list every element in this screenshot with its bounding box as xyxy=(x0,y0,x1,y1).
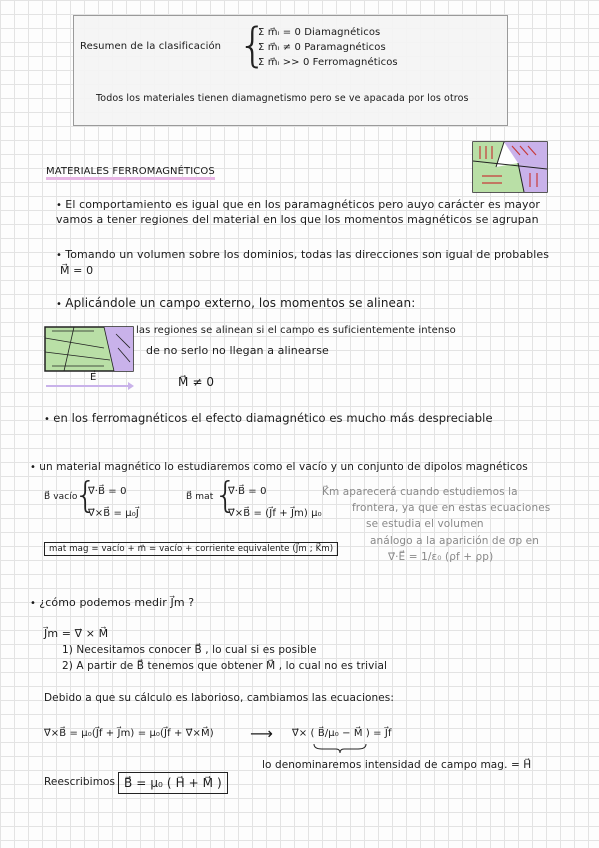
b-material-label: B⃗ mat xyxy=(186,492,214,502)
km-note-line4: análogo a la aparición de σp en xyxy=(370,535,539,547)
mat-mag-box: mat mag = vacío + m⃗ = vacío + corriente equivalente (J⃗m ; K⃗m) xyxy=(44,542,338,556)
summary-brace: { xyxy=(238,18,268,72)
km-note-line1: K⃗m aparecerá cuando estudiemos la xyxy=(322,486,518,498)
because-text: Debido a que su cálculo es laborioso, cambiamos las ecuaciones: xyxy=(44,692,395,704)
section-heading-ferro: MATERIALES FERROMAGNÉTICOS xyxy=(46,166,215,180)
ferro-p1-line2: vamos a tener regiones del material en los que los momentos magnéticos se agrupan xyxy=(56,213,539,226)
jm-definition: J⃗m = ∇⃗ × M⃗ xyxy=(44,627,109,640)
ferro-p1-line1: • El comportamiento es igual que en los paramagnéticos pero auyo carácter es mayor xyxy=(56,198,540,211)
summary-note: Todos los materiales tienen diamagnetismo pero se ve apacada por los otros xyxy=(96,93,469,104)
measure-step1: 1) Necesitamos conocer B⃗ , lo cual si es posible xyxy=(62,644,317,656)
ferro-p3: • Aplicándole un campo externo, los momentos se alinean: xyxy=(56,296,415,310)
ferro-p2-line1: • Tomando un volumen sobre los dominios, todas las direcciones son igual de probables xyxy=(56,248,549,261)
km-note-line3: se estudia el volumen xyxy=(366,518,484,530)
equation-arrow: ⟶ xyxy=(250,724,274,743)
summary-row-para: Σ m⃗ᵢ ≠ 0 Paramagnéticos xyxy=(258,42,386,53)
km-note-line2: frontera, ya que en estas ecuaciones xyxy=(352,502,551,514)
summary-lead: Resumen de la clasificación xyxy=(80,41,222,52)
km-note-line5: ∇⃗·E⃗ = 1/ε₀ (ρf + ρp) xyxy=(388,551,494,563)
summary-row-dia: Σ m⃗ᵢ = 0 Diamagnéticos xyxy=(258,27,381,38)
domains-figure-unaligned xyxy=(472,141,548,193)
domains-figure-aligned xyxy=(44,326,134,374)
field-label: E⃗ xyxy=(90,372,97,383)
ferro-p2-line2: M⃗ = 0 xyxy=(60,264,94,277)
equation-right: ∇⃗× ( B⃗/μ₀ − M⃗ ) = J⃗f xyxy=(292,728,392,739)
vacuum-intro: • un material magnético lo estudiaremos como el vacío y un conjunto de dipolos magnéticos xyxy=(30,461,528,473)
summary-row-ferro: Σ m⃗ᵢ >> 0 Ferromagnéticos xyxy=(258,57,398,68)
denominate-note: lo denominaremos intensidad de campo mag. = H⃗ xyxy=(262,759,532,771)
magnetization-nonzero: M⃗ ≠ 0 xyxy=(178,375,215,389)
b-vacuum-curl: ∇⃗×B⃗ = μ₀J⃗ xyxy=(88,508,139,519)
b-material-brace: { xyxy=(214,475,237,516)
rewrite-label: Reescribimos xyxy=(44,776,116,788)
final-equation-box: B⃗ = μ₀ ( H⃗ + M⃗ ) xyxy=(118,772,228,794)
field-arrow xyxy=(44,374,134,392)
underbrace xyxy=(312,742,368,754)
b-material-div: ∇⃗·B⃗ = 0 xyxy=(228,486,267,497)
b-vacuum-div: ∇⃗·B⃗ = 0 xyxy=(88,486,127,497)
b-vacuum-brace: { xyxy=(74,475,97,516)
equation-left: ∇⃗×B⃗ = μ₀(J⃗f + J⃗m) = μ₀(J⃗f + ∇⃗×M⃗) xyxy=(44,728,214,739)
arrow-note-line2: de no serlo no llegan a alinearse xyxy=(146,344,329,357)
ferro-p4: • en los ferromagnéticos el efecto diamagnético es mucho más despreciable xyxy=(44,411,493,425)
b-vacuum-label: B⃗ vacío xyxy=(44,492,78,502)
measure-step2: 2) A partir de B⃗ tenemos que obtener M⃗ , lo cual no es trivial xyxy=(62,660,388,672)
measure-question: • ¿cómo podemos medir J⃗m ? xyxy=(30,596,194,609)
b-material-curl: ∇⃗×B⃗ = (J⃗f + J⃗m) μ₀ xyxy=(228,508,322,519)
arrow-note-line1: las regiones se alinean si el campo es suficientemente intenso xyxy=(136,325,456,336)
